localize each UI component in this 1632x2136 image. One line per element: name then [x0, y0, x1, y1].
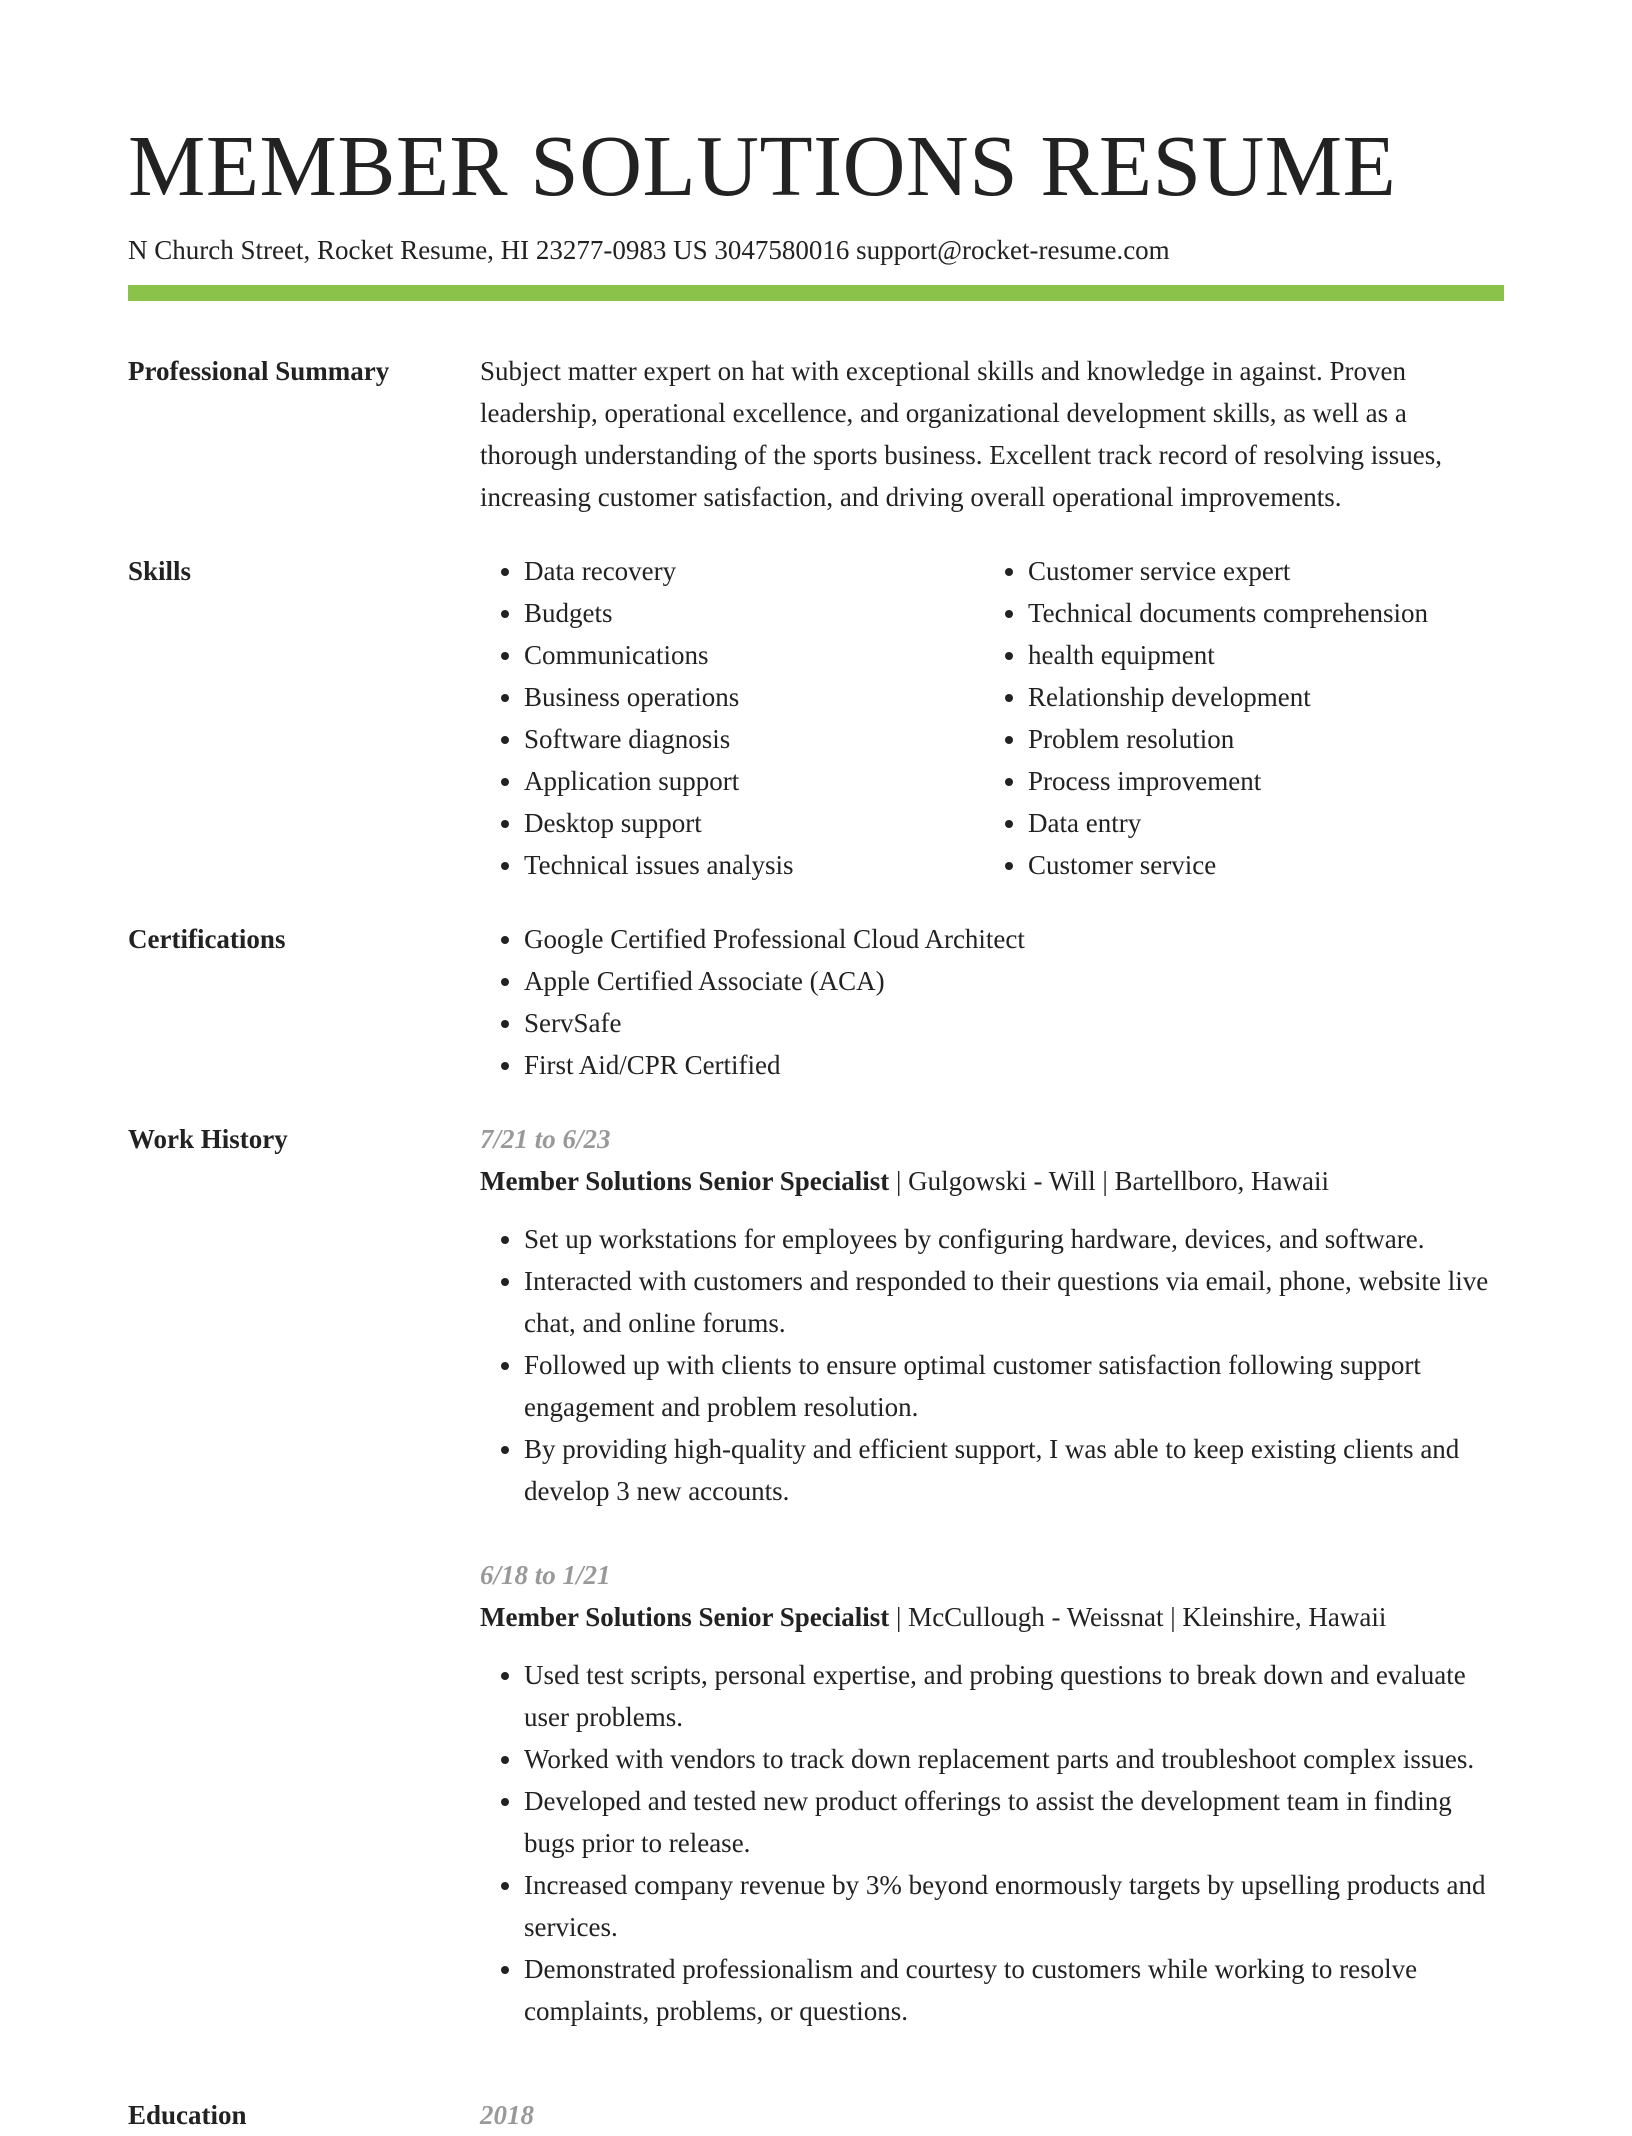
skill-item: • Budgets — [524, 592, 984, 634]
skill-item: • Data recovery — [524, 550, 984, 592]
job-bullets — [480, 1654, 1504, 2032]
skill-item: • Process improvement — [1028, 760, 1488, 802]
job-bullets — [480, 1218, 1504, 1512]
certification-item: • Google Certified Professional Cloud Architect — [524, 918, 1504, 960]
skills-heading: Skills — [128, 556, 192, 586]
summary-text: Subject matter expert on hat with exceptional skills and knowledge in against. Proven leadership, operational excellence, and organizational development skills, as well as a thorough understanding of the sports business. Excellent track record of resolving issues, increasing customer satisfaction, and driving overall operational improvements. — [480, 356, 1443, 512]
skill-item: • Technical documents comprehension — [1028, 592, 1488, 634]
job-employer-location: | Gulgowski - Will | Bartellboro, Hawaii — [889, 1166, 1329, 1196]
job-title-line — [480, 1596, 1504, 1638]
skill-item: • Desktop support — [524, 802, 984, 844]
skill-item: • Customer service expert — [1028, 550, 1488, 592]
skill-item: • Relationship development — [1028, 676, 1488, 718]
resume-name: MEMBER SOLUTIONS RESUME — [128, 117, 1397, 214]
job-bullet: • Worked with vendors to track down replacement parts and troubleshoot complex issues. — [524, 1738, 1504, 1780]
skill-item: • Communications — [524, 634, 984, 676]
job-entry — [480, 1118, 1504, 1512]
job-bullet: • Developed and tested new product offerings to assist the development team in finding bugs prior to release. — [524, 1780, 1504, 1864]
skill-item: • Customer service — [1028, 844, 1488, 886]
job-bullet: • Demonstrated professionalism and courtesy to customers while working to resolve complaints, problems, or questions. — [524, 1948, 1504, 2032]
contact-line: N Church Street, Rocket Resume, HI 23277-0983 US 3047580016 support@rocket-resume.com — [128, 235, 1170, 265]
job-title-line — [480, 1160, 1504, 1202]
job-entry — [480, 1554, 1504, 2032]
accent-divider — [128, 285, 1504, 301]
job-dates: 7/21 to 6/23 — [480, 1124, 611, 1154]
job-bullet: • Increased company revenue by 3% beyond enormously targets by upselling products and services. — [524, 1864, 1504, 1948]
skills-list-right — [984, 550, 1488, 886]
skill-item: • health equipment — [1028, 634, 1488, 676]
skill-item: • Business operations — [524, 676, 984, 718]
job-bullet: • Interacted with customers and responded to their questions via email, phone, website live chat, and online forums. — [524, 1260, 1504, 1344]
job-bullet: • Set up workstations for employees by configuring hardware, devices, and software. — [524, 1218, 1504, 1260]
education-heading: Education — [128, 2100, 247, 2130]
work-history-heading: Work History — [128, 1124, 288, 1154]
job-title: Member Solutions Senior Specialist — [480, 1602, 890, 1632]
summary-heading: Professional Summary — [128, 356, 390, 386]
job-title: Member Solutions Senior Specialist — [480, 1166, 890, 1196]
certification-item: • First Aid/CPR Certified — [524, 1044, 1504, 1086]
skill-item: • Technical issues analysis — [524, 844, 984, 886]
skill-item: • Software diagnosis — [524, 718, 984, 760]
certification-item: • ServSafe — [524, 1002, 1504, 1044]
job-bullet: • Followed up with clients to ensure optimal customer satisfaction following support engagement and problem resolution. — [524, 1344, 1504, 1428]
certifications-list — [480, 918, 1504, 1086]
skill-item: • Data entry — [1028, 802, 1488, 844]
job-bullet: • Used test scripts, personal expertise, and probing questions to break down and evaluate user problems. — [524, 1654, 1504, 1738]
skill-item: • Application support — [524, 760, 984, 802]
education-dates: 2018 — [480, 2100, 534, 2130]
job-bullet: • By providing high-quality and efficient support, I was able to keep existing clients and develop 3 new accounts. — [524, 1428, 1504, 1512]
job-dates: 6/18 to 1/21 — [480, 1560, 611, 1590]
job-employer-location: | McCullough - Weissnat | Kleinshire, Hawaii — [889, 1602, 1387, 1632]
certifications-heading: Certifications — [128, 924, 286, 954]
certification-item: • Apple Certified Associate (ACA) — [524, 960, 1504, 1002]
skill-item: • Problem resolution — [1028, 718, 1488, 760]
skills-list-left — [480, 550, 984, 886]
